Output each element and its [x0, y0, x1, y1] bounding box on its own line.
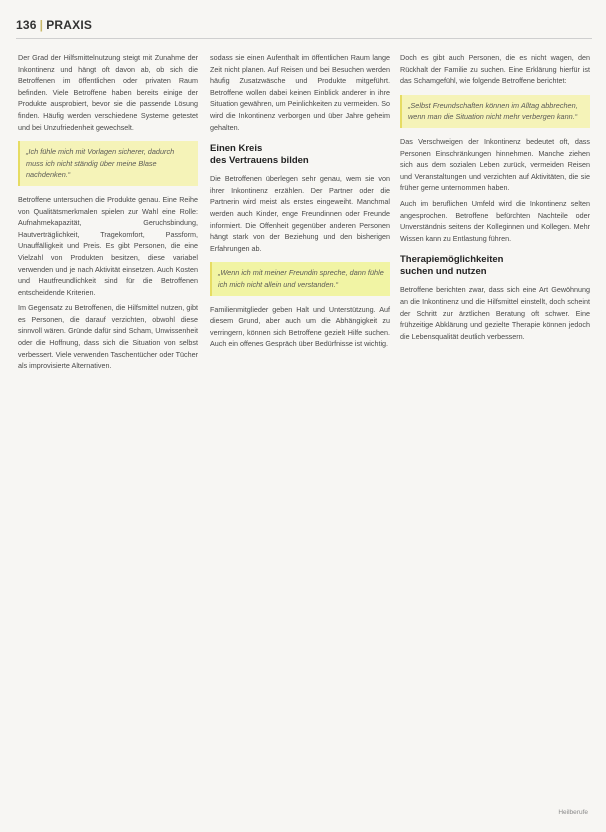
paragraph: Auch im beruflichen Umfeld wird die Inkontinenz selten angesprochen. Betroffene befürchten Nachteile oder Unverständnis seitens der Kolleginnen und Kollegen. Mehr Wissen kann zu Entlastung führen.	[400, 198, 590, 243]
page-number: 136	[16, 18, 37, 32]
pull-quote: „Wenn ich mit meiner Freundin spreche, dann fühle ich mich nicht allein und verstanden.“	[210, 262, 390, 295]
section-title: PRAXIS	[46, 18, 93, 32]
paragraph: Die Betroffenen überlegen sehr genau, wem sie von ihrer Inkontinenz erzählen. Der Partner oder die Partnerin wird meist als erstes eingeweiht. Manchmal werden auch Kinder, enge Freundinnen oder Freunde informiert. Die Offenheit gegenüber anderen Personen hängt stark von der Beziehung und den bisherigen Erfahrungen ab.	[210, 174, 390, 253]
column-2	[210, 52, 390, 354]
section-heading	[210, 143, 390, 167]
heading-line: Einen Kreis	[210, 143, 263, 155]
section-heading	[400, 254, 590, 278]
heading-line: des Vertrauens bilden	[210, 155, 309, 167]
heading-line: suchen und nutzen	[400, 266, 487, 278]
column-1	[18, 52, 198, 376]
heading-line: Therapiemöglichkeiten	[400, 254, 504, 266]
page-header	[16, 18, 92, 32]
paragraph: Doch es gibt auch Personen, die es nicht wagen, den Rückhalt der Familie zu suchen. Eine Erklärung hierfür ist das Schamgefühl, wie folgende Betroffene berichtet:	[400, 53, 590, 86]
page-footer: Heilberufe	[558, 809, 588, 816]
paragraph: sodass sie einen Aufenthalt im öffentlichen Raum lange Zeit nicht planen. Auf Reisen und bei Besuchen werden häufig Zusatzwäsche und Produkte mitgeführt. Betroffene wollen dabei keinen Einblick anderer in ihre Situation gewähren, um Peinlichkeiten zu vermeiden. So wird die Inkontinenz verborgen und über Jahre geheim gehalten.	[210, 53, 390, 132]
paragraph: Das Verschweigen der Inkontinenz bedeutet oft, dass Personen Einschränkungen hinnehmen. Manche ziehen sich aus dem sozialen Leben zurück, vermeiden Reisen und Veranstaltungen und verzichten auf Aktivitäten, die sie früher gerne unternommen haben.	[400, 136, 590, 193]
paragraph: Der Grad der Hilfsmittelnutzung steigt mit Zunahme der Inkontinenz und hängt oft davon ab, ob sich die Betroffenen im öffentlichen oder privaten Raum befinden. Viele Betroffene haben bereits einige der Produkte ausprobiert, bevor sie die passende Lösung finden. Häufig werden verschiedene Systeme getestet und bei Unzufriedenheit gewechselt.	[18, 53, 198, 132]
column-3	[400, 52, 590, 346]
header-separator: |	[39, 18, 44, 32]
paragraph: Familienmitglieder geben Halt und Unterstützung. Auf diesem Grund, aber auch um die Abhängigkeit zu verringern, können sich Betroffene gezielt Hilfe suchen. Auch ein offenes Gespräch über Bedürfnisse ist wichtig.	[210, 304, 390, 349]
pull-quote: „Ich fühle mich mit Vorlagen sicherer, dadurch muss ich nicht ständig über meine Blase nachdenken.“	[18, 141, 198, 186]
paragraph: Betroffene berichten zwar, dass sich eine Art Gewöhnung an die Inkontinenz und die Hilfsmittel einstellt, doch scheint der Schritt zur ärztlichen Beratung oft schwer. Eine frühzeitige Abklärung und gezielte Therapie können jedoch die Lebensqualität deutlich verbessern.	[400, 285, 590, 341]
pull-quote: „Selbst Freundschaften können im Alltag abbrechen, wenn man die Situation nicht mehr verbergen kann.“	[400, 95, 590, 128]
paragraph: Betroffene untersuchen die Produkte genau. Eine Reihe von Qualitätsmerkmalen spielen zur Wahl eine Rolle: Aufnahmekapazität, Geruchsbindung, Hautverträglichkeit, Tragekomfort, Passform, Unauffälligkeit und Preis. Es gibt Personen, die eine Vielzahl von Produkten besitzen, diese variabel verwenden und je nach Aktivität einsetzen. Auch Kosten und Hautfreundlichkeit sind für die Betroffenen entscheidende Kriterien.	[18, 194, 198, 297]
paragraph: Im Gegensatz zu Betroffenen, die Hilfsmittel nutzen, gibt es Personen, die darauf verzichten, obwohl diese sinnvoll wären. Gründe dafür sind Scham, Unwissenheit oder die Hoffnung, dass sich die Situation von selbst verbessert. Viele verwenden Taschentücher oder Tücher als improvisierte Alternativen.	[18, 303, 198, 371]
header-rule	[16, 38, 592, 39]
